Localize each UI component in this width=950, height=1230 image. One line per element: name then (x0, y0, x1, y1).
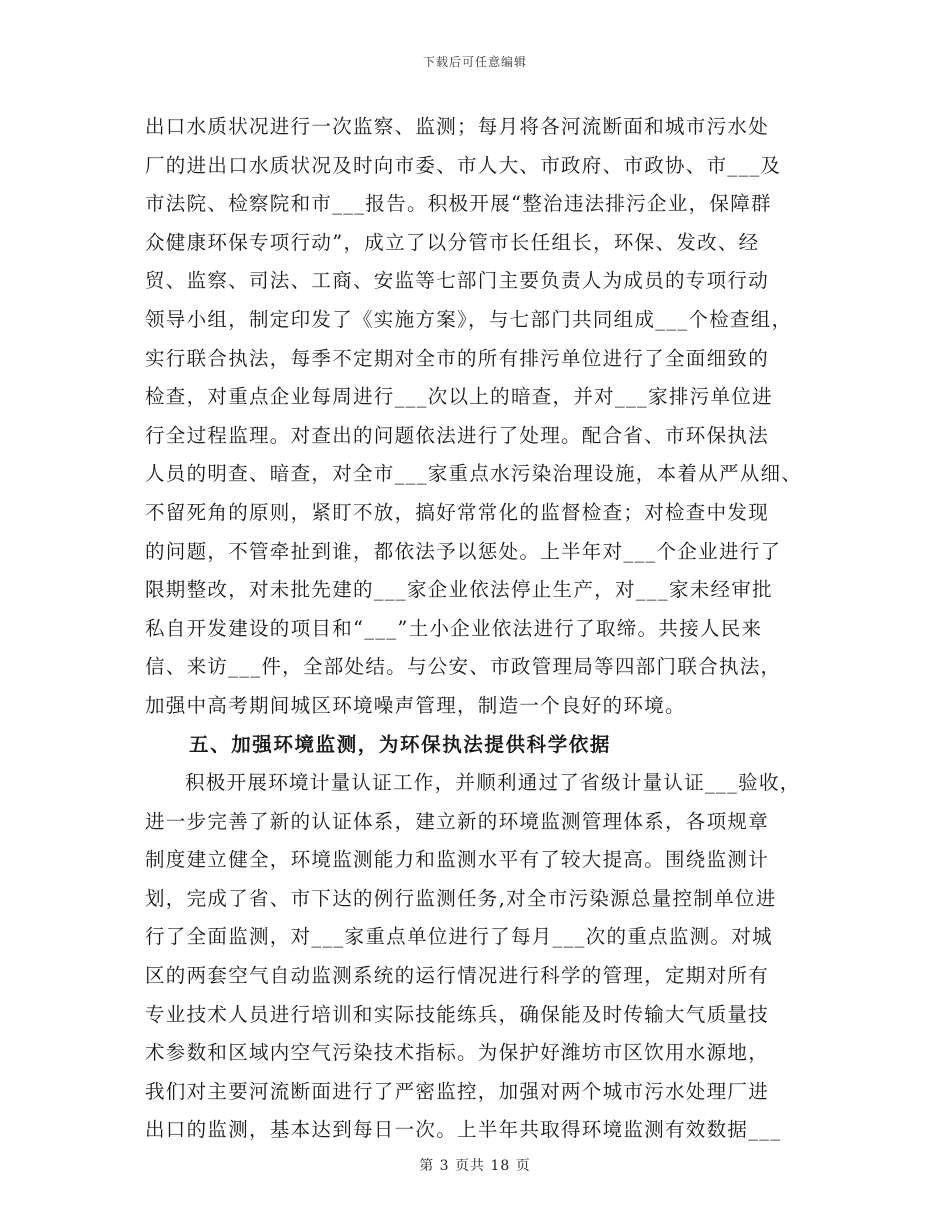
heading-text: 五、加强环境监测，为环保执法提供科学依据 (189, 732, 612, 756)
page-header: 下载后可任意编辑 (422, 55, 527, 69)
text-line: 区的两套空气自动监测系统的运行情况进行科学的管理，定期对所有 (145, 964, 770, 988)
text-line: 检查，对重点企业每周进行___次以上的暗查，并对___家排污单位进 (145, 385, 773, 409)
text-line: 市法院、检察院和市___报告。积极开展“整治违法排污企业，保障群 (145, 192, 772, 216)
section-heading (145, 726, 825, 765)
text-line: 出口水质状况进行一次监察、监测；每月将各河流断面和城市污水处 (145, 115, 770, 138)
text-line: 不留死角的原则，紧盯不放，搞好常常化的监督检查；对检查中发现 (145, 500, 770, 524)
text-line: 制度建立健全，环境监测能力和监测水平有了较大提高。围绕监测计 (145, 848, 770, 872)
text-line: 术参数和区域内空气污染技术指标。为保护好潍坊市区饮用水源地， (145, 1041, 770, 1065)
document-body (145, 108, 825, 1150)
text-line: 进一步完善了新的认证体系，建立新的环境监测管理体系，各项规章 (145, 809, 770, 833)
paragraph (145, 108, 825, 726)
page-footer: 第 3 页共 18 页 (419, 1158, 531, 1174)
text-line: 众健康环保专项行动”，成立了以分管市长任组长，环保、发改、经 (145, 230, 760, 254)
text-line: 专业技术人员进行培训和实际技能练兵，确保能及时传输大气质量技 (145, 1002, 770, 1026)
text-line: 加强中高考期间城区环境噪声管理，制造一个良好的环境。 (145, 693, 686, 717)
text-line: 厂的进出口水质状况及时向市委、市人大、市政府、市政协、市___及 (145, 153, 782, 177)
text-line: 的问题，不管牵扯到谁，都依法予以惩处。上半年对___个企业进行了 (145, 539, 782, 563)
text-line: 人员的明查、暗查，对全市___家重点水污染治理设施，本着从严从细、 (145, 462, 803, 486)
text-line: 出口的监测，基本达到每日一次。上半年共取得环境监测有效数据___ (145, 1118, 782, 1142)
text-line: 行了全面监测，对___家重点单位进行了每月___次的重点监测。对城 (145, 925, 773, 949)
text-line: 实行联合执法，每季不定期对全市的所有排污单位进行了全面细致的 (145, 346, 770, 370)
text-line: 我们对主要河流断面进行了严密监控，加强对两个城市污水处理厂进 (145, 1079, 770, 1103)
text-line: 限期整改，对未批先建的___家企业依法停止生产，对___家未经审批 (145, 578, 773, 602)
text-line: 划，完成了省、市下达的例行监测任务,对全市污染源总量控制单位进 (145, 886, 777, 910)
paragraph (145, 764, 825, 1150)
text-line: 私自开发建设的项目和“___”土小企业依法进行了取缔。共接人民来 (145, 616, 763, 640)
text-line: 积极开展环境计量认证工作，并顺利通过了省级计量认证___验收， (185, 771, 801, 795)
text-line: 信、来访___件，全部处结。与公安、市政管理局等四部门联合执法， (145, 655, 782, 679)
text-line: 领导小组，制定印发了《实施方案》，与七部门共同组成___个检查组， (145, 307, 793, 331)
text-line: 行全过程监理。对查出的问题依法进行了处理。配合省、市环保执法 (145, 423, 770, 447)
text-line: 贸、监察、司法、工商、安监等七部门主要负责人为成员的专项行动 (145, 269, 770, 293)
